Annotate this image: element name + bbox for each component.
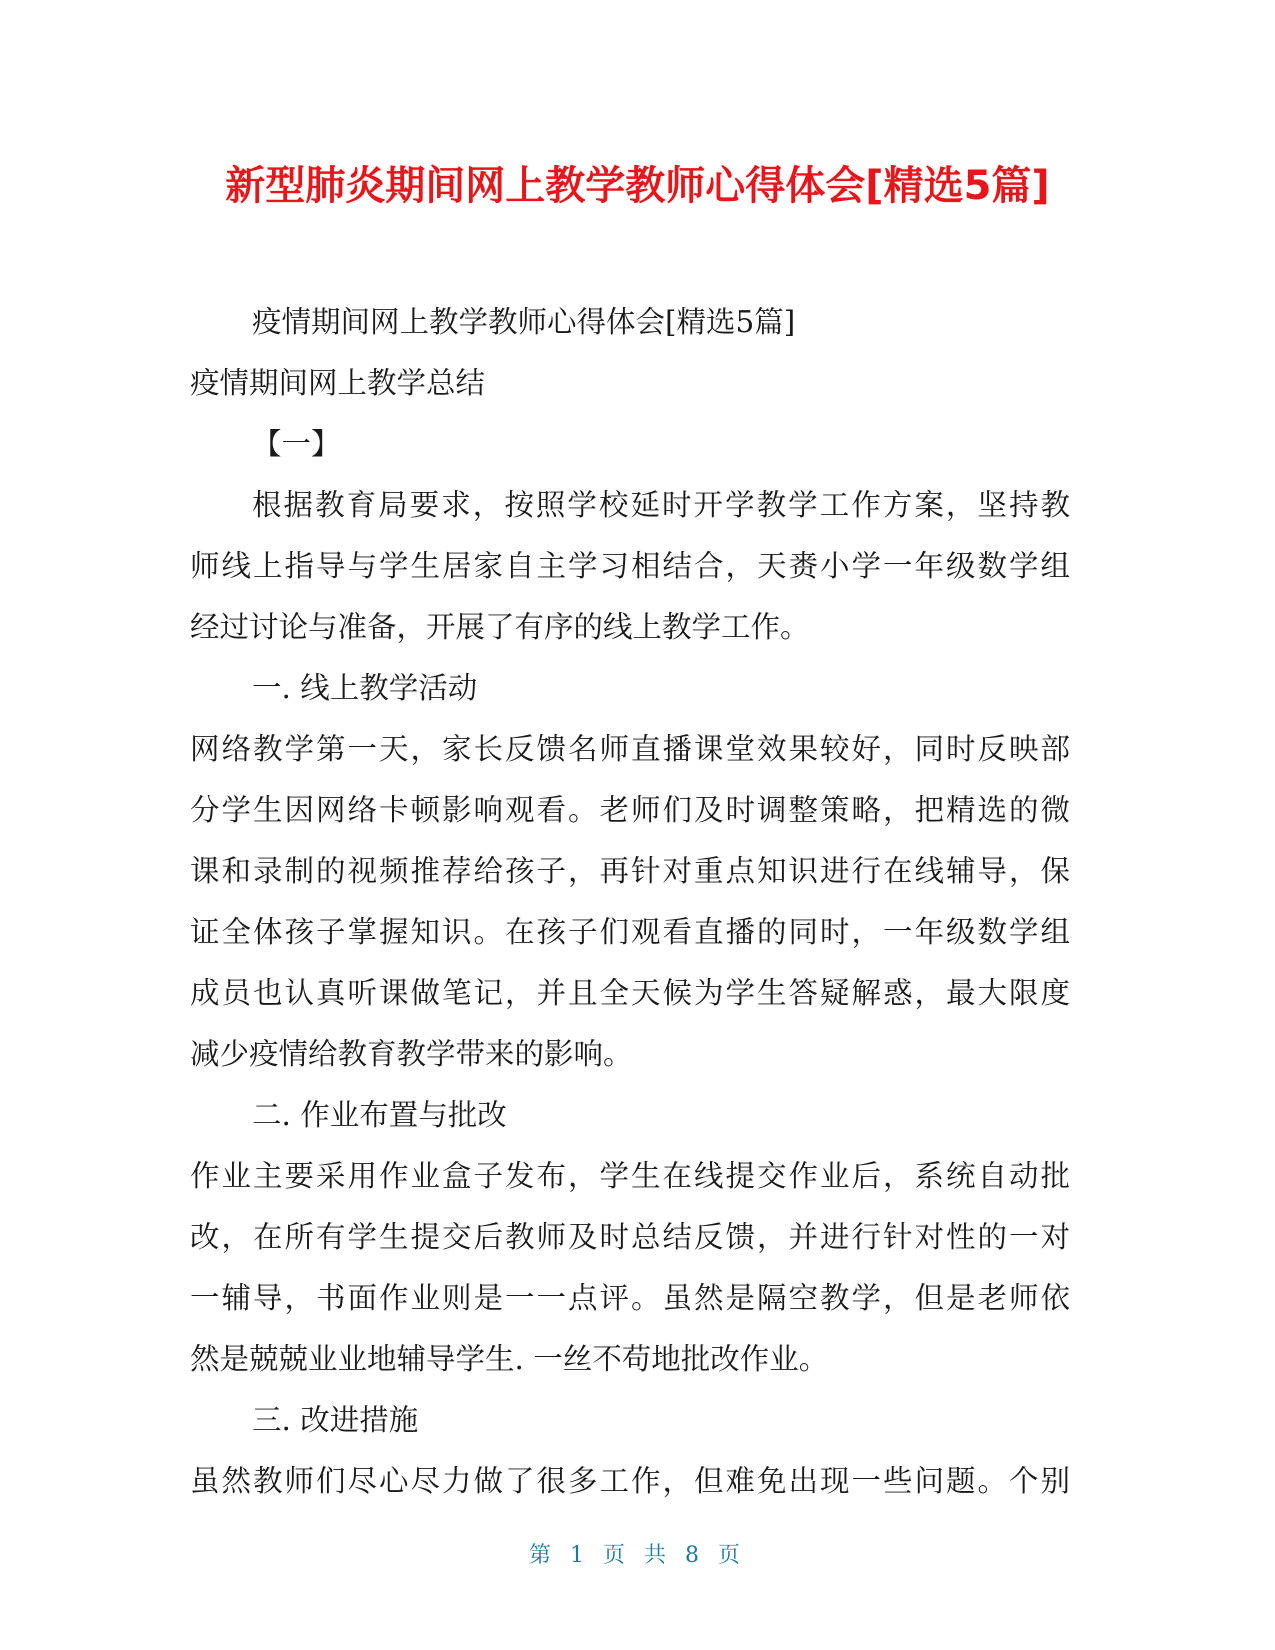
paragraph-line: 虽然教师们尽心尽力做了很多工作，但难免出现一些问题。个别 bbox=[190, 1464, 1070, 1498]
paragraph-line: 改，在所有学生提交后教师及时总结反馈，并进行针对性的一对 bbox=[190, 1220, 1070, 1254]
paragraph-line: 根据教育局要求，按照学校延时开学教学工作方案，坚持教 bbox=[252, 488, 1070, 522]
paragraph-line: 作业主要采用作业盒子发布，学生在线提交作业后，系统自动批 bbox=[190, 1159, 1070, 1193]
paragraph-line: 一辅导，书面作业则是一一点评。虽然是隔空教学，但是老师依 bbox=[190, 1281, 1070, 1315]
paragraph-line: 疫情期间网上教学总结 bbox=[190, 366, 486, 400]
paragraph-line: 然是兢兢业业地辅导学生. 一丝不苟地批改作业。 bbox=[190, 1342, 829, 1376]
paragraph-line: 师线上指导与学生居家自主学习相结合，天赉小学一年级数学组 bbox=[190, 549, 1070, 583]
section-heading: 一. 线上教学活动 bbox=[252, 671, 478, 705]
page-title: 新型肺炎期间网上教学教师心得体会[精选5篇] bbox=[225, 163, 1050, 209]
paragraph-line: 疫情期间网上教学教师心得体会[精选5篇] bbox=[252, 305, 796, 339]
paragraph-line: 减少疫情给教育教学带来的影响。 bbox=[190, 1037, 633, 1071]
document-body bbox=[190, 292, 1070, 1512]
paragraph-line: 成员也认真听课做笔记，并且全天候为学生答疑解惑，最大限度 bbox=[190, 976, 1070, 1010]
paragraph-line: 【一】 bbox=[252, 427, 341, 461]
paragraph-line: 课和录制的视频推荐给孩子，再针对重点知识进行在线辅导，保 bbox=[190, 854, 1070, 888]
section-heading: 二. 作业布置与批改 bbox=[252, 1098, 507, 1132]
paragraph-line: 经过讨论与准备，开展了有序的线上教学工作。 bbox=[190, 610, 810, 644]
paragraph-line: 网络教学第一天，家长反馈名师直播课堂效果较好，同时反映部 bbox=[190, 732, 1070, 766]
page-footer: 第 1 页 共 8 页 bbox=[529, 1543, 746, 1568]
section-heading: 三. 改进措施 bbox=[252, 1403, 419, 1437]
paragraph-line: 证全体孩子掌握知识。在孩子们观看直播的同时，一年级数学组 bbox=[190, 915, 1070, 949]
paragraph-line: 分学生因网络卡顿影响观看。老师们及时调整策略，把精选的微 bbox=[190, 793, 1070, 827]
